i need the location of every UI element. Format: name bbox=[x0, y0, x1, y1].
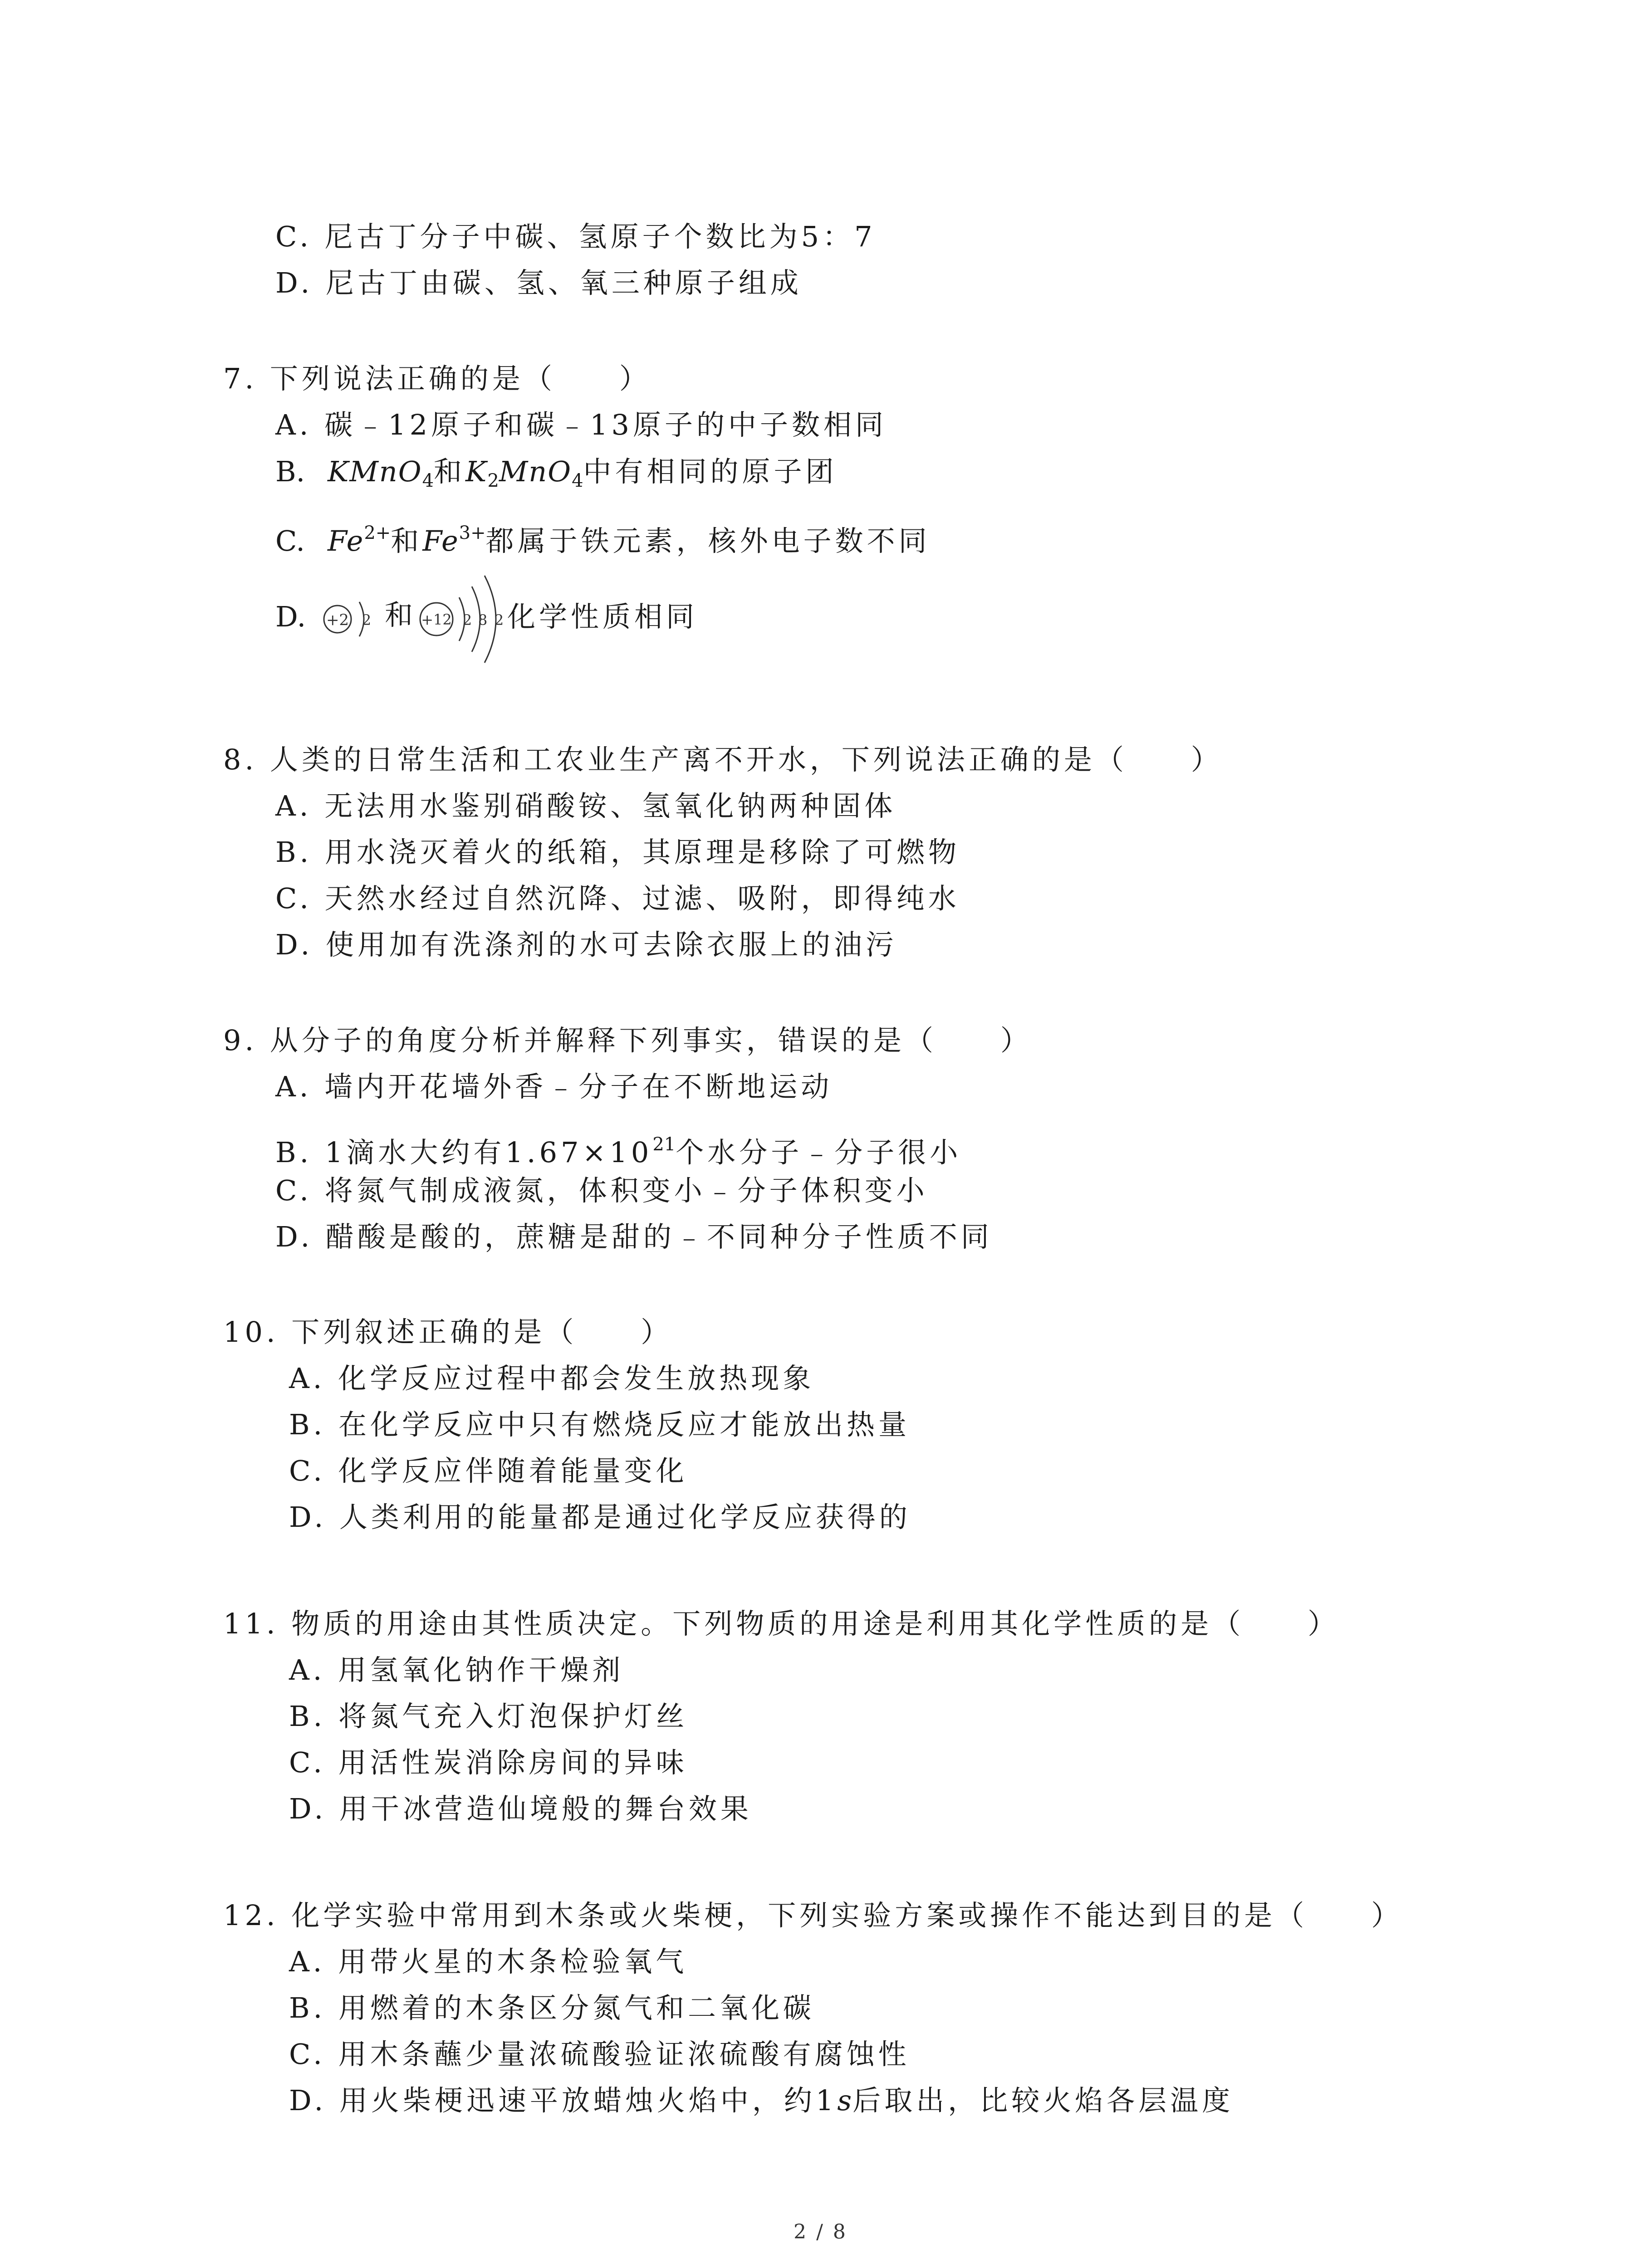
q11-option-a: A. 用氢氧化钠作干燥剂 bbox=[289, 1653, 624, 1686]
atom-diagram-magnesium bbox=[420, 576, 504, 663]
atom-diagram-helium bbox=[324, 602, 371, 636]
formula-k2mno4-mno: MnO bbox=[499, 455, 572, 488]
q12-option-b: B. 用燃着的木条区分氮气和二氧化碳 bbox=[289, 1991, 815, 2024]
formula-fe: Fe bbox=[422, 524, 459, 557]
q7-option-d-label: D. bbox=[275, 600, 306, 633]
q6-option-d: D. 尼古丁由碳、氢、氧三种原子组成 bbox=[275, 266, 802, 299]
q6-option-c: C. 尼古丁分子中碳、氢原子个数比为5：7 bbox=[275, 220, 876, 253]
formula-k2mno4-k: K bbox=[465, 455, 488, 488]
q11-stem: 11. 物质的用途由其性质决定。下列物质的用途是利用其化学性质的是（ ） bbox=[223, 1607, 1340, 1640]
q7-option-b bbox=[275, 454, 838, 499]
q10-option-c: C. 化学反应伴随着能量变化 bbox=[289, 1454, 688, 1487]
q8-option-b: B. 用水浇灭着火的纸箱，其原理是移除了可燃物 bbox=[275, 836, 960, 869]
q11-option-b: B. 将氮气充入灯泡保护灯丝 bbox=[289, 1700, 688, 1733]
shell-electrons: 2 bbox=[362, 611, 372, 629]
formula-kmno4: KMnO bbox=[328, 455, 422, 488]
subscript: 4 bbox=[572, 470, 583, 491]
q9-option-a: A. 墙内开花墙外香﹣分子在不断地运动 bbox=[275, 1070, 833, 1103]
q9-option-c: C. 将氮气制成液氮，体积变小﹣分子体积变小 bbox=[275, 1174, 928, 1207]
q9-option-b-tail: 个水分子﹣分子很小 bbox=[676, 1136, 962, 1169]
conjunction: 和 bbox=[385, 598, 413, 631]
page-number: 2 / 8 bbox=[794, 2220, 847, 2244]
q12-stem: 12. 化学实验中常用到木条或火柴梗，下列实验方案或操作不能达到目的是（ ） bbox=[223, 1899, 1403, 1932]
q7-option-c-tail: 都属于铁元素，核外电子数不同 bbox=[485, 524, 931, 557]
superscript: 2+ bbox=[364, 523, 391, 543]
subscript: 4 bbox=[422, 470, 434, 491]
q9-option-d: D. 醋酸是酸的，蔗糖是甜的﹣不同种分子性质不同 bbox=[275, 1220, 993, 1253]
q7-option-d-tail: 化学性质相同 bbox=[507, 600, 698, 633]
superscript: 21 bbox=[652, 1134, 676, 1155]
q10-stem: 10. 下列叙述正确的是（ ） bbox=[223, 1315, 673, 1349]
q12-option-a: A. 用带火星的木条检验氧气 bbox=[289, 1945, 688, 1978]
conjunction: 和 bbox=[391, 524, 423, 557]
conjunction: 和 bbox=[434, 455, 466, 488]
q11-option-d: D. 用干冰营造仙境般的舞台效果 bbox=[289, 1792, 752, 1825]
q12-option-d bbox=[289, 2082, 1234, 2119]
shell-electrons: 8 bbox=[478, 611, 488, 629]
nucleus-charge: +12 bbox=[421, 611, 452, 628]
q7-stem: 7. 下列说法正确的是（ ） bbox=[223, 362, 651, 395]
q10-option-d: D. 人类利用的能量都是通过化学反应获得的 bbox=[289, 1501, 911, 1534]
nucleus-charge: +2 bbox=[326, 611, 349, 629]
q9-stem: 9. 从分子的角度分析并解释下列事实，错误的是（ ） bbox=[223, 1024, 1032, 1057]
q8-stem: 8. 人类的日常生活和工农业生产离不开水，下列说法正确的是（ ） bbox=[223, 743, 1223, 776]
shell-electrons: 2 bbox=[462, 611, 472, 629]
unit-seconds: s bbox=[837, 2084, 853, 2117]
q8-option-d: D. 使用加有洗涤剂的水可去除衣服上的油污 bbox=[275, 928, 897, 961]
q7-option-b-tail: 中有相同的原子团 bbox=[583, 455, 838, 488]
q10-option-a: A. 化学反应过程中都会发生放热现象 bbox=[289, 1362, 815, 1395]
q7-option-c bbox=[275, 515, 931, 559]
q9-option-b-head: B. 1滴水大约有1.67×10 bbox=[275, 1136, 653, 1169]
q12-option-d-tail: 后取出，比较火焰各层温度 bbox=[852, 2084, 1234, 2117]
q7-option-a: A. 碳﹣12原子和碳﹣13原子的中子数相同 bbox=[275, 408, 887, 441]
atom-diagram-figure bbox=[318, 569, 531, 687]
q9-option-b bbox=[275, 1126, 961, 1171]
formula-fe: Fe bbox=[328, 524, 364, 557]
q11-option-c: C. 用活性炭消除房间的异味 bbox=[289, 1746, 688, 1779]
shell-electrons: 2 bbox=[494, 611, 504, 629]
superscript: 3+ bbox=[459, 523, 486, 543]
q7-option-c-label: C. bbox=[275, 524, 305, 557]
q7-option-b-label: B. bbox=[275, 455, 305, 488]
q8-option-a: A. 无法用水鉴别硝酸铵、氢氧化钠两种固体 bbox=[275, 789, 896, 822]
q12-option-d-head: D. 用火柴梗迅速平放蜡烛火焰中，约1 bbox=[289, 2084, 838, 2117]
subscript: 2 bbox=[487, 470, 499, 491]
q10-option-b: B. 在化学反应中只有燃烧反应才能放出热量 bbox=[289, 1408, 910, 1441]
q12-option-c: C. 用木条蘸少量浓硫酸验证浓硫酸有腐蚀性 bbox=[289, 2038, 910, 2071]
q8-option-c: C. 天然水经过自然沉降、过滤、吸附，即得纯水 bbox=[275, 882, 960, 915]
